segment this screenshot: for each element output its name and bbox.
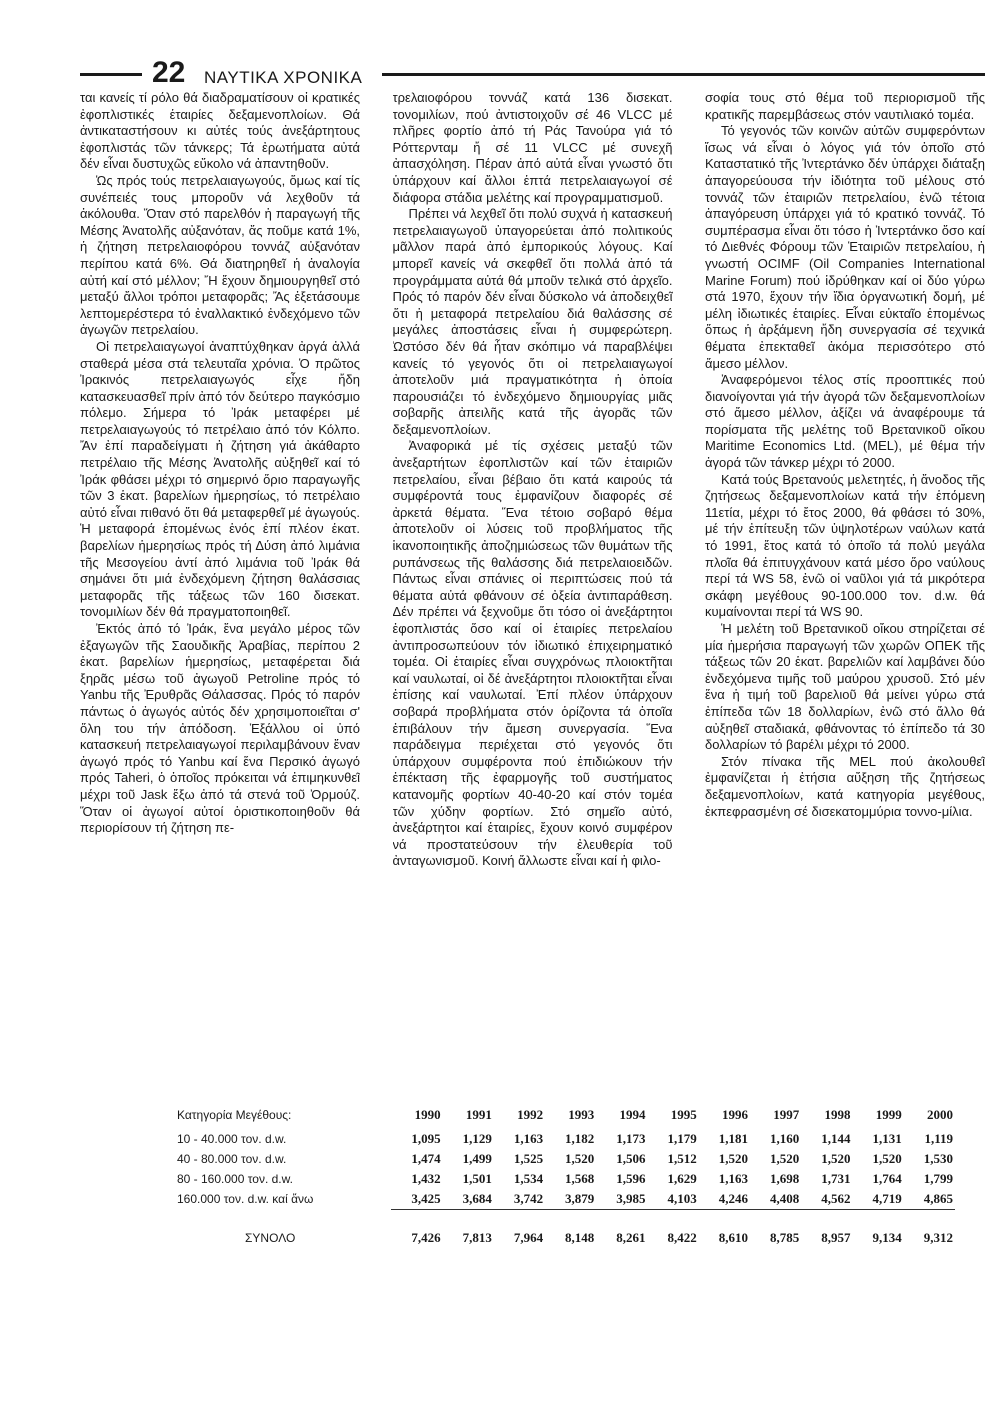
table-cell: 1,160 xyxy=(769,1131,800,1146)
table-cell: 1,173 xyxy=(616,1131,646,1146)
paragraph: σοφία τους στό θέμα τοῦ περιορισμοῦ τῆς κρατικῆς παρεμβάσεως στόν ναυτιλιακό τομέα. xyxy=(705,90,985,122)
table-cell: 1,568 xyxy=(565,1171,595,1186)
table-separator xyxy=(175,1210,955,1221)
year-header: 1995 xyxy=(670,1107,697,1122)
paragraph: Στόν πίνακα τῆς MEL πού ἀκολουθεῖ ἐμφανίζεται ἡ ἐτήσια αὔξηση τῆς ζητήσεως δεξαμενοπλοίων, κατά κατηγορία μεγέθους, ἐκπεφρασμένη σέ δισεκατομμύρια τοννο-μίλια. xyxy=(705,753,985,819)
table-cell: 1,520 xyxy=(821,1151,851,1166)
table-cell: 1,131 xyxy=(872,1131,902,1146)
table-cell: 1,530 xyxy=(923,1151,953,1166)
table-cell: 1,764 xyxy=(872,1171,902,1186)
table-cell: 1,181 xyxy=(718,1131,748,1146)
paragraph: Οἱ πετρελαιαγωγοί ἀναπτύχθηκαν ἀργά ἀλλά σταθερά μέσα στά τελευταῖα χρόνια. Ὁ πρῶτος Ἰρακινός πετρελαιαγωγός εἶχε ἤδη κατασκευασθεῖ πρίν ἀπό τόν δεύτερο παγκόσμιο πόλεμο. Σήμερα τό Ἰράκ μεταφέρει μέ πετρελαιαγωγούς τό πετρέλαιο ἀπό τόν Κόλπο. Ἄν ἐπί παραδείγματι ἡ ζήτηση γιά ἀκάθαρτο πετρέλαιο τῆς Μέσης Ἀνατολῆς αὐξηθεῖ καί τό Ἰράκ φθάσει μέχρι τό σημερινό ὅριο παραγωγῆς τῶν 3 ἑκατ. βαρελίων ἡμερησίως, τό πετρέλαιο αὐτό εἶναι πιθανό ὅτι θά μεταφερθεῖ μέ ἀγωγούς. Ἡ μεταφορά ἑπομένως ἑνός ἐπί πλέον ἑκατ. βαρελίων ἡμερησίως πρός τή Δύση ἀπό λιμάνια τῆς Μεσογείου ἀντί ἀπό λιμάνια τοῦ Ἰράκ θά σημάνει ὅτι μιά ἐνδεχόμενη ζήτηση θαλάσσιας μεταφορᾶς τῆς τάξεως τῶν 160 δισεκατ. τονομιλίων δέν θά πραγματοποιηθεῖ. xyxy=(80,338,360,620)
table-cell: 3,985 xyxy=(616,1191,646,1206)
table-cell: 1,520 xyxy=(718,1151,748,1166)
table-cell: 1,144 xyxy=(821,1131,851,1146)
table-cell: 3,425 xyxy=(411,1191,441,1206)
table-cell: 1,512 xyxy=(667,1151,697,1166)
magazine-title: ΝΑΥΤΙΚΑ ΧΡΟΝΙΚΑ xyxy=(204,68,363,87)
row-label: 10 - 40.000 τον. d.w. xyxy=(177,1132,287,1146)
table-cell: 1,499 xyxy=(462,1151,492,1166)
paragraph: Τό γεγονός τῶν κοινῶν αὐτῶν συμφερόντων ἴσως νά εἶναι ὁ λόγος γιά τόν ὁποῖο στό Καταστατικό τῆς Ἰντερτάνκο δέν ὑπάρχει διάταξη ἀπαγορεύουσα τήν ἰδιότητα τοῦ μέλους στό τοννάζ τῶν ἑταιριῶν πετρελαίου, ἐνῶ τέτοια ἀπαγόρευση ὑπάρχει γιά τό κρατικό τοννάζ. Τό συμπέρασμα εἶναι ὅτι τόσο ἡ Ἰντερτάνκο ὅσο καί τό Διεθνές Φόρουμ τῶν Ἑταιριῶν πετρελαίου, ἡ γνωστή OCIMF (Oil Companies International Marine Forum) πού ἱδρύθηκαν καί οἱ δύο γύρω στά 1970, ἔχουν τήν ἴδια ὀργανωτική δομή, μέ μέλη ἰδιωτικές ἑταιρίες. Εἶναι εὐκταῖο ἑπομένως ὅπως ἡ ἀρξάμενη ἤδη συνεργασία σέ τεχνικά θέματα ἐπεκταθεῖ ἀκόμα περισσότερο στό ἄμεσο μέλλον. xyxy=(705,123,985,371)
table-cell: 1,525 xyxy=(513,1151,544,1166)
table-cell: 8,148 xyxy=(565,1230,595,1245)
table-cell: 4,103 xyxy=(667,1191,697,1206)
table-cell: 7,964 xyxy=(513,1230,544,1245)
row-label: 160.000 τον. d.w. καί ἄνω xyxy=(177,1192,314,1207)
year-header: 1996 xyxy=(722,1107,748,1122)
separator-line xyxy=(391,1210,955,1221)
table-cell: 1,095 xyxy=(411,1131,441,1146)
table-cell: 1,474 xyxy=(411,1151,441,1166)
article-column-3 xyxy=(705,90,985,1075)
table-cell: 1,698 xyxy=(769,1171,800,1186)
table-cell: 4,408 xyxy=(769,1191,800,1206)
table-cell: 8,785 xyxy=(769,1230,800,1245)
total-row xyxy=(175,1220,955,1248)
table-row xyxy=(175,1149,955,1169)
table-cell: 1,520 xyxy=(565,1151,595,1166)
mel-demand-table xyxy=(175,1107,955,1248)
year-header: 1997 xyxy=(773,1107,800,1122)
table-cell: 3,742 xyxy=(513,1191,544,1206)
table-cell: 1,163 xyxy=(513,1131,544,1146)
table-cell: 3,879 xyxy=(565,1191,595,1206)
year-header: 1991 xyxy=(465,1107,492,1122)
table-cell: 4,562 xyxy=(821,1191,851,1206)
table-cell: 8,610 xyxy=(718,1230,748,1245)
table-cell: 1,506 xyxy=(616,1151,646,1166)
paragraph: Ὡς πρός τούς πετρελαιαγωγούς, ὅμως καί τίς συνέπειές τους μποροῦν νά λεχθοῦν τά ἀκόλουθα. Ὅταν στό παρελθόν ἡ παραγωγή τῆς Μέσης Ἀνατολῆς αὐξανόταν, ἄς ποῦμε κατά 1%, ἡ ζήτηση πετρελαιοφόρου τοννάζ αὐξανόταν περίπου κατά 6%. Θά διατηρηθεῖ ἡ ἀναλογία αὐτή καί στό μέλλον; Ἤ ἔχουν δημιουργηθεῖ στό μεταξύ ἄλλοι τρόποι μεταφορᾶς; Ἄς ἐξετάσουμε λεπτομερέστερα τό ἐναλλακτικό ἐνδεχόμενο τῶν ἀγωγῶν πετρελαίου. xyxy=(80,172,360,338)
page-number: 22 xyxy=(152,56,186,89)
table-cell: 1,520 xyxy=(769,1151,800,1166)
table-cell: 1,534 xyxy=(513,1171,544,1186)
paragraph: Κατά τούς Βρετανούς μελετητές, ἡ ἄνοδος τῆς ζητήσεως δεξαμενοπλοίων κατά τήν ἑπόμενη 11ετία, μέχρι τό ἔτος 2000, θά φθάσει τό 30%, μέ τήν ἐπίτευξη τῶν ὑψηλοτέρων ναύλων κατά τό 1991, ἔτος κατά τό ὁποῖο τά πολύ μεγάλα πλοῖα θά ἐπιτυγχάνουν κατά μέσο ὅρο ναύλους περί τά WS 58, ἐνῶ οἱ ναῦλοι γιά τά μικρότερα σκάφη μεγέθους 90-100.000 τον. d.w. θά κυμαίνονται περί τά WS 90. xyxy=(705,471,985,620)
paragraph: ται κανείς τί ρόλο θά διαδραματίσουν οἱ κρατικές ἐφοπλιστικές ἑταιρίες δεξαμενοπλοίων. Θά ἀντικαταστήσουν κι αὐτές τούς ἀνεξάρτητους ἐφοπλιστάς τῶν τάνκερς; Τά ἐρωτήματα αὐτά δέν εἶναι δυστυχῶς εὔκολο νά ἀπαντηθοῦν. xyxy=(80,90,360,172)
table-cell: 1,501 xyxy=(462,1171,492,1186)
table-cell: 4,246 xyxy=(718,1191,748,1206)
year-header: 1993 xyxy=(568,1107,595,1122)
header-rule-left xyxy=(80,73,142,76)
table-cell: 7,426 xyxy=(411,1230,441,1245)
table-cell: 3,684 xyxy=(462,1191,492,1206)
table-cell: 1,129 xyxy=(462,1131,492,1146)
header-rule-right xyxy=(382,73,985,76)
table-cell: 1,179 xyxy=(667,1131,697,1146)
paragraph: Ἀναφερόμενοι τέλος στίς προοπτικές πού διανοίγονται γιά τήν ἀγορά τῶν δεξαμενοπλοίων στό ἄμεσο μέλλον, ἀξίζει νά ἀναφέρουμε τά πορίσματα τῆς μελέτης τοῦ Βρετανικοῦ οἴκου Maritime Economics Ltd. (MEL), μέ θέμα τήν ἀγορά τῶν τάνκερ μέχρι τό 2000. xyxy=(705,372,985,471)
table-cell: 1,520 xyxy=(872,1151,902,1166)
paragraph: τρελαιοφόρου τοννάζ κατά 136 δισεκατ. τονομιλίων, πού ἀντιστοιχοῦν σέ 46 VLCC μέ πλῆρες φορτίο ἀπό τή Ράς Τανούρα γιά τό Ρόττερνταμ ἤ σέ 11 VLCC μέ συνεχῆ ἀπασχόληση. Πέραν ἀπό αὐτά εἶναι γνωστό ὅτι ὑπάρχουν καί ἄλλοι ἑπτά πετρελαιαγωγοί σέ διάφορα στάδια μελέτης καί προγραμματισμοῦ. xyxy=(392,90,673,205)
paragraph: Ἀναφορικά μέ τίς σχέσεις μεταξύ τῶν ἀνεξαρτήτων ἐφοπλιστῶν καί τῶν ἑταιριῶν πετρελαίου, εἶναι βέβαιο ὅτι κατά καιρούς τά συμφέροντά τους ἐμφανίζουν διαφορές σέ ἀρκετά θέματα. Ἕνα τέτοιο σοβαρό θέμα ἀποτελοῦν οἱ λύσεις τοῦ προβλήματος τῆς ἱκανοποιητικῆς ἀποζημιώσεως τῶν θυμάτων τῆς ρυπάνσεως τῆς θαλάσσης διά πετρελαιοειδῶν. Πάντως εἶναι σπάνιες οἱ περιπτώσεις πού τά θέματα αὐτά φθάνουν σέ ὀξεία ἀντιπαράθεση. Δέν πρέπει νά ξεχνοῦμε ὅτι τόσο οἱ ἀνεξάρτητοι ἐφοπλιστάς ὅσο καί οἱ ἑταιρίες πετρελαίου ἀντιπροσωπεύουν τόν ἰδιωτικό ἐπιχειρηματικό τομέα. Οἱ ἑταιρίες εἶναι συγχρόνως πλοιοκτῆται καί ναυλωταί, οἱ δέ ἀνεξάρτητοι πλοιοκτῆται εἶναι ἐπίσης καί ναυλωταί. Ἐπί πλέον ὑπάρχουν σοβαρά προβλήματα στόν ὁρίζοντα τά ὁποῖα ἐπιβάλουν τήν ἄμεση συνεργασία. Ἕνα παράδειγμα περιέχεται στό γεγονός ὅτι ὑπάρχουν συμφέροντα πού ἐπιδιώκουν τήν ἐπέκταση τῆς ἐφαρμογῆς τοῦ συστήματος κατανομῆς φορτίων 40-40-20 καί στόν τομέα τῶν χύδην φορτίων. Στό σημεῖο αὐτό, ἀνεξάρτητοι καί ἑταιρίες, ἔχουν κοινό συμφέρον νά προστατεύσουν τήν ἐλευθερία τοῦ ἀνταγωνισμοῦ. Κοινή ἄλλωστε εἶναι καί ἡ φιλο- xyxy=(392,438,673,869)
table-cell: 9,312 xyxy=(923,1230,953,1245)
table-cell: 1,596 xyxy=(616,1171,646,1186)
year-header: 1990 xyxy=(414,1107,441,1122)
year-header: 1992 xyxy=(517,1107,544,1122)
article-body xyxy=(80,90,985,1075)
table-cell: 1,629 xyxy=(667,1171,697,1186)
table-cell: 1,163 xyxy=(718,1171,748,1186)
year-header: 1994 xyxy=(619,1107,646,1122)
paragraph: Ἐκτός ἀπό τό Ἰράκ, ἕνα μεγάλο μέρος τῶν ἐξαγωγῶν τῆς Σαουδικῆς Ἀραβίας, περίπου 2 ἑκατ. βαρελίων ἡμερησίως, μεταφέρεται διά ξηρᾶς μέσω τοῦ ἀγωγοῦ Petroline πρός τό Yanbu τῆς Ἐρυθρᾶς Θάλασσας. Πρός τό παρόν πάντως ὁ ἀγωγός αὐτός δέν χρησιμοποιεῖται σ' ὅλη του τήν ἀπόδοση. Ἐξάλλου οἱ ὑπό κατασκευή πετρελαιαγωγοί περιλαμβάνουν ἕναν ἀγωγό πρός τό Yanbu καί ἕνα Περσικό ἀγωγό πρός Taheri, ὁ ὁποῖος πρόκειται νά ἐπιμηκυνθεῖ μέχρι τοῦ Jask ἔξω ἀπό τά στενά τοῦ Ὀρμούζ. Ὅταν οἱ ἀγωγοί αὐτοί ὁριστικοποιηθοῦν θά περιορίσουν τή ζήτηση πε- xyxy=(80,621,360,836)
table-cell: 1,731 xyxy=(821,1171,851,1186)
table-cell: 8,422 xyxy=(667,1230,697,1245)
table-cell: 7,813 xyxy=(462,1230,492,1245)
table-cell: 4,719 xyxy=(872,1191,902,1206)
table-row xyxy=(175,1169,955,1189)
table-cell: 9,134 xyxy=(872,1230,902,1245)
table-cell: 1,182 xyxy=(565,1131,595,1146)
page-header xyxy=(80,56,985,94)
table-cell: 1,119 xyxy=(924,1131,953,1146)
table-cell: 1,799 xyxy=(923,1171,953,1186)
year-header: 1999 xyxy=(875,1107,902,1122)
row-label: ΣΥΝΟΛΟ xyxy=(245,1231,296,1245)
year-header: 2000 xyxy=(927,1107,953,1122)
row-label: 40 - 80.000 τον. d.w. xyxy=(177,1152,287,1166)
table-header-row xyxy=(175,1107,955,1129)
article-column-2 xyxy=(393,90,673,1075)
year-header: 1998 xyxy=(824,1107,851,1122)
table-row xyxy=(175,1129,955,1149)
separator-spacer xyxy=(175,1210,391,1221)
paragraph: Πρέπει νά λεχθεῖ ὅτι πολύ συχνά ἡ κατασκευή πετρελαιαγωγοῦ ὑπαγορεύεται ἀπό πολιτικούς μᾶλλον παρά ἀπό ἐμπορικούς λόγους. Καί μπορεῖ κανείς νά σκεφθεῖ ὅτι πολλά ἀπό τά προγράμματα αὐτά θά μποῦν τελικά στό ἀρχεῖο. Πρός τό παρόν δέν εἶναι δύσκολο νά ἀποδειχθεῖ ὅτι ἡ μεταφορά πετρελαίου διά θαλάσσης σέ μεγάλες ἀποστάσεις εἶναι ἡ συμφερώτερη. Ὡστόσο δέν θά ἦταν σκόπιμο νά παραβλέψει κανείς τό γεγονός ὅτι οἱ πετρελαιαγωγοί ἀποτελοῦν μιά πραγματικότητα ἡ ὁποία παρουσιάζει τό ἐνδεχόμενο δημιουργίας μιᾶς σοβαρῆς ἀπειλῆς κατά τῆς ἀγορᾶς τῶν δεξαμενοπλοίων. xyxy=(392,206,673,437)
table-cell: 1,432 xyxy=(411,1171,441,1186)
table-row xyxy=(175,1189,955,1210)
table-cell: 4,865 xyxy=(923,1191,953,1206)
table-cell: 8,261 xyxy=(616,1230,646,1245)
article-column-1 xyxy=(80,90,360,1075)
paragraph: Ἡ μελέτη τοῦ Βρετανικοῦ οἴκου στηρίζεται σέ μία ἡμερήσια παραγωγή τῶν χωρῶν ΟΠΕΚ τῆς τάξεως τῶν 20 ἑκατ. βαρελιῶν καί λαμβάνει δύο ἐνδεχόμενα τιμῆς τοῦ μαύρου χρυσοῦ. Στό μέν ἕνα ἡ τιμή τοῦ βαρελιοῦ θά μείνει γύρω στά ἐπίπεδα τῶν 18 δολλαρίων, ἐνῶ στό ἄλλο θά αὐξηθεῖ σταδιακά, φθάνοντας τό ἐπίπεδο τά 30 δολλαρίων τό βαρέλι μέχρι τό 2000. xyxy=(705,621,985,753)
row-label: 80 - 160.000 τον. d.w. xyxy=(177,1172,293,1186)
table-cell: 8,957 xyxy=(821,1230,851,1245)
category-header: Κατηγορία Μεγέθους: xyxy=(177,1108,292,1122)
